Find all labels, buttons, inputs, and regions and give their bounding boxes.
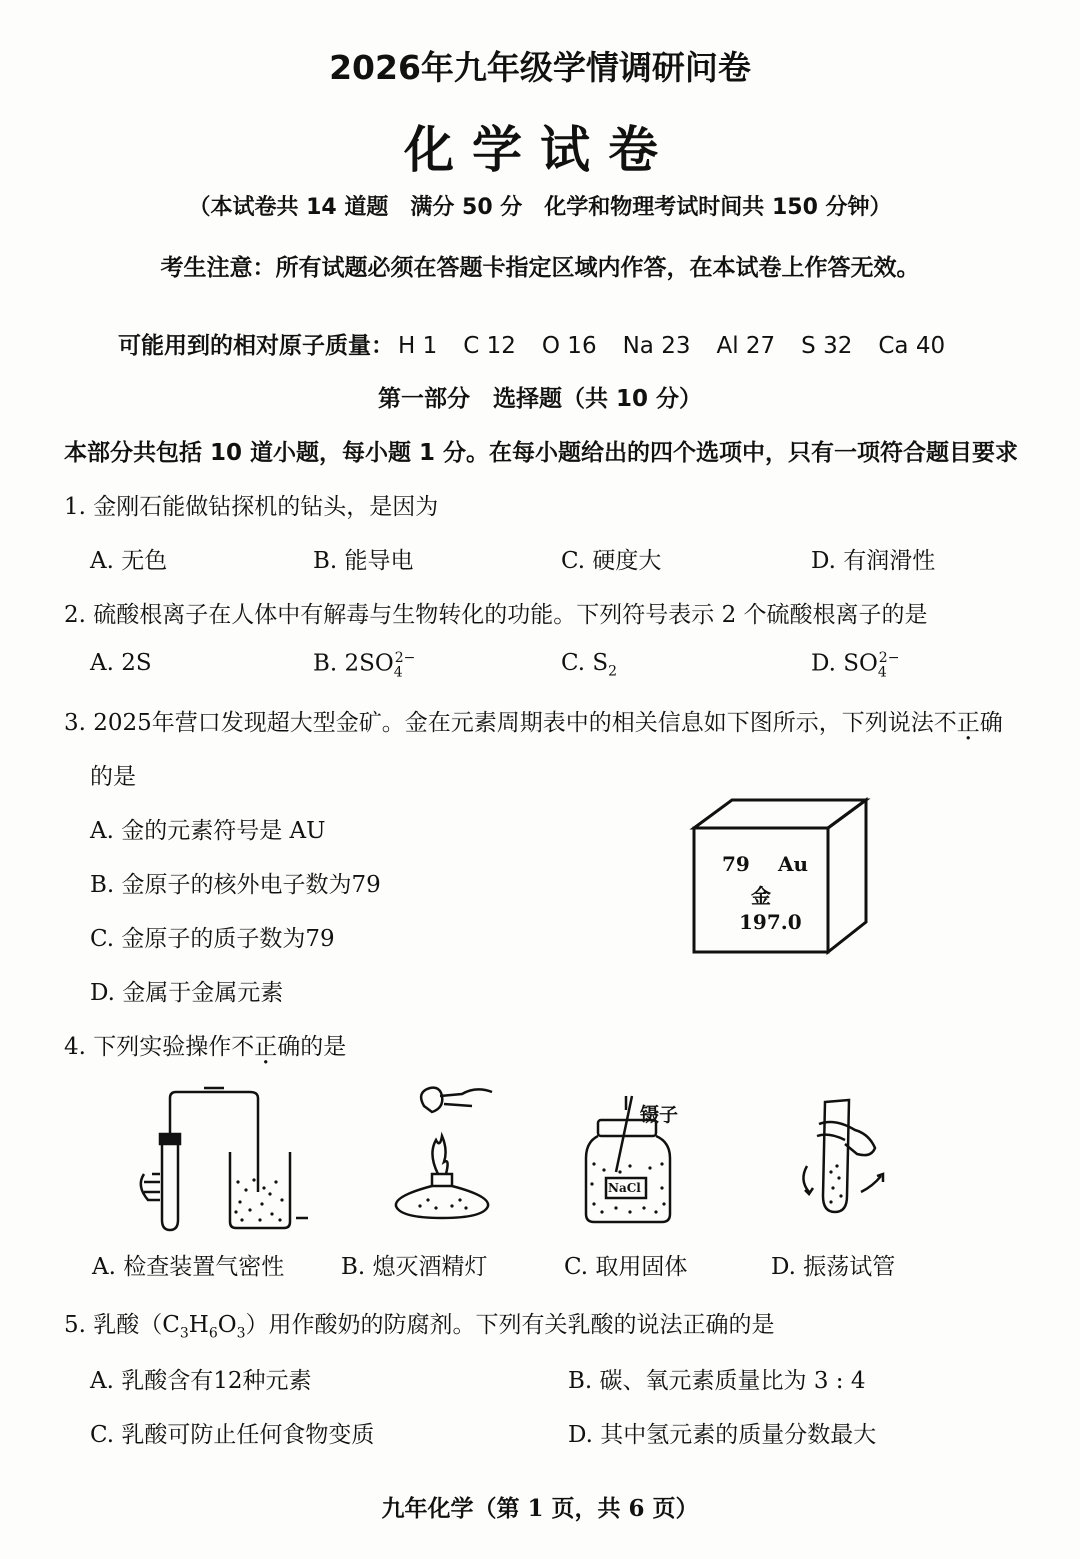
question-5-option-a: A. 乳酸含有12种元素 bbox=[90, 1368, 312, 1394]
section-intro: 本部分共包括 10 道小题，每小题 1 分。在每小题给出的四个选项中，只有一项符合题目要求 bbox=[64, 440, 1019, 466]
question-2-option-a: A. 2S bbox=[90, 650, 152, 676]
exam-info: （本试卷共 14 道题 满分 50 分 化学和物理考试时间共 150 分钟） bbox=[188, 195, 892, 220]
question-1-stem: 1. 金刚石能做钻探机的钻头，是因为 bbox=[64, 494, 439, 520]
atomic-mass-value: Ca 40 bbox=[878, 333, 946, 359]
element-cube-figure bbox=[690, 796, 870, 956]
element-atomic-number: 79 bbox=[722, 852, 750, 876]
question-1-option-d: D. 有润滑性 bbox=[811, 548, 936, 574]
question-3-option-a: A. 金的元素符号是 AU bbox=[90, 818, 326, 844]
emphasis-text: 不正确 bbox=[231, 1034, 301, 1060]
question-2-option-c: C. $S_2$ bbox=[561, 650, 618, 680]
element-atomic-mass: 197.0 bbox=[739, 910, 802, 934]
atomic-mass-value: C 12 bbox=[463, 333, 516, 359]
atomic-mass-value: O 16 bbox=[541, 333, 597, 359]
question-2-option-d: D. $SO_4^{2-}$ bbox=[811, 650, 900, 681]
question-3-option-c: C. 金原子的质子数为79 bbox=[90, 926, 335, 952]
alcohol-lamp-illustration bbox=[380, 1078, 510, 1228]
atomic-mass-value: S 32 bbox=[801, 333, 853, 359]
question-1-option-b: B. 能导电 bbox=[313, 548, 414, 574]
emphasis-text: 不正确 bbox=[933, 710, 1003, 736]
question-5-stem: 5. 乳酸$(C_3H_6O_3)$用作酸奶的防腐剂。下列有关乳酸的说法正确的是 bbox=[64, 1312, 775, 1342]
element-symbol: Au bbox=[778, 852, 809, 876]
atomic-mass-line bbox=[118, 327, 945, 360]
question-2-stem: 2. 硫酸根离子在人体中有解毒与生物转化的功能。下列符号表示 2 个硫酸根离子的是 bbox=[64, 602, 928, 628]
question-1-option-c: C. 硬度大 bbox=[561, 548, 662, 574]
question-3-stem: 3. 2025年营口发现超大型金矿。金在元素周期表中的相关信息如下图所示，下列说法不正确 bbox=[64, 710, 1003, 736]
question-4-option-b: B. 熄灭酒精灯 bbox=[341, 1254, 488, 1280]
question-3-option-d: D. 金属于金属元素 bbox=[90, 980, 284, 1006]
question-4-option-a: A. 检查装置气密性 bbox=[92, 1254, 285, 1280]
atomic-mass-label: 可能用到的相对原子质量： bbox=[118, 333, 394, 359]
page-footer: 九年化学（第 1 页，共 6 页） bbox=[381, 1495, 699, 1522]
tweezers-label: 镊子 bbox=[640, 1104, 679, 1126]
question-5-option-b: B. 碳、氧元素质量比为 3 : 4 bbox=[568, 1368, 866, 1394]
question-2-option-b: B. $2SO_4^{2-}$ bbox=[313, 650, 416, 681]
atomic-mass-value: Na 23 bbox=[622, 333, 691, 359]
question-1-option-a: A. 无色 bbox=[90, 548, 168, 574]
question-4-option-c: C. 取用固体 bbox=[564, 1254, 688, 1280]
exam-title: 2026年九年级学情调研问卷 bbox=[329, 48, 751, 87]
subject-title: 化学试卷 bbox=[404, 121, 676, 179]
element-name: 金 bbox=[751, 884, 771, 908]
question-4-stem: 4. 下列实验操作不正确的是 bbox=[64, 1034, 347, 1060]
question-3-stem-cont: 的是 bbox=[90, 764, 136, 790]
atomic-mass-value: H 1 bbox=[398, 333, 438, 359]
exam-notice: 考生注意：所有试题必须在答题卡指定区域内作答，在本试卷上作答无效。 bbox=[160, 255, 920, 281]
question-4-option-d: D. 振荡试管 bbox=[771, 1254, 896, 1280]
atomic-mass-value: Al 27 bbox=[716, 333, 776, 359]
question-3-option-b: B. 金原子的核外电子数为79 bbox=[90, 872, 381, 898]
airtightness-check-illustration bbox=[130, 1082, 310, 1232]
question-5-option-d: D. 其中氢元素的质量分数最大 bbox=[568, 1422, 877, 1448]
question-5-option-c: C. 乳酸可防止任何食物变质 bbox=[90, 1422, 375, 1448]
shake-test-tube-illustration bbox=[795, 1096, 905, 1226]
reagent-label: NaCl bbox=[608, 1181, 641, 1195]
section-title: 第一部分 选择题（共 10 分） bbox=[377, 386, 703, 412]
